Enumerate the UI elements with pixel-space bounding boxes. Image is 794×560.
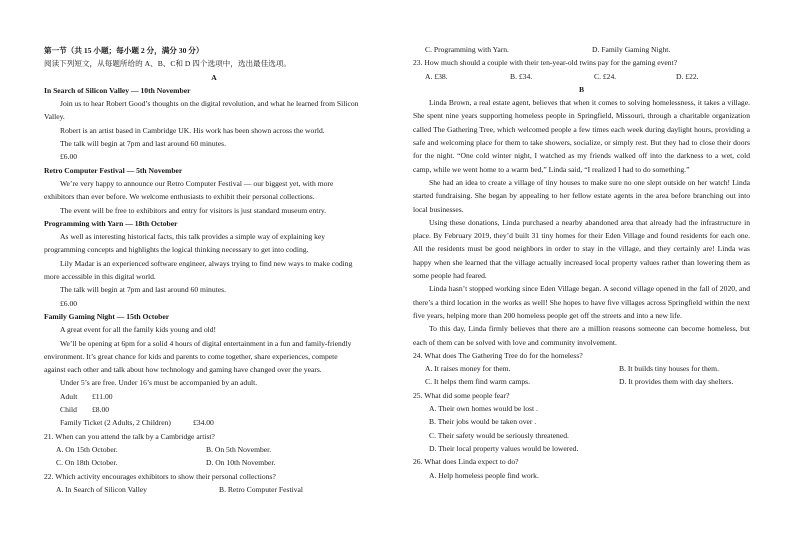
options-row — [413, 362, 750, 375]
event-price: £6.00 — [60, 152, 78, 162]
paragraph: Linda Brown, a real estate agent, believes that when it comes to solving homelessness, it takes a village. She spent nine years supporting homeless people in Springfield, Missouri, through a charitable organization called The Gathering Tree, which welcomed people a few times each week during daylight hours, providing a safe and welcoming place for them to take showers, socialize, or simply rest. But they had to close their doors for the night. “One cold winter night, I watched as my friends walked off into the darkness to a wet, cold camp, while we went home to a warm bed,” Linda said, “I realized I had to do something.” — [413, 98, 750, 174]
event-text: Valley. — [44, 112, 65, 122]
section-header: 第一节（共 15 小题；每小题 2 分，满分 30 分） — [44, 46, 204, 55]
event-text: The talk will begin at 7pm and last around 60 minutes. — [60, 285, 226, 295]
option-c[interactable]: C. £24. — [594, 71, 617, 81]
question-stem: 22. Which activity encourages exhibitors to show their personal collections? — [44, 471, 276, 481]
price-label: Adult — [60, 391, 78, 401]
price-amount: £8.00 — [92, 405, 110, 415]
question-stem: 23. How much should a couple with their ten-year-old twins pay for the gaming event? — [413, 58, 678, 68]
right-column — [413, 43, 750, 482]
event-text: Lily Madar is an experienced software engineer, always trying to find new ways to make coding — [60, 258, 353, 268]
event-title: In Search of Silicon Valley — 10th November — [44, 85, 191, 95]
paragraph: She had an idea to create a village of tiny houses to make sure no one slept outside on her watch! Linda started fundraising. She began by appealing to her fellow estate agents in the area before branching out into local businesses. — [413, 177, 750, 214]
event-text: environment. It’s great chance for kids and parents to come together, share experiences, compete — [44, 351, 338, 361]
options-row — [44, 456, 384, 469]
question-stem: 25. What did some people fear? — [413, 390, 510, 400]
event-text: We’ll be opening at 6pm for a solid 4 hours of digital entertainment in a fun and family-friendly — [60, 338, 352, 348]
event-text: The event will be free to exhibitors and entry for visitors is just standard museum entry. — [60, 205, 327, 215]
event-text: Join us to hear Robert Good’s thoughts on the digital revolution, and what he learned from Silicon — [60, 99, 359, 109]
option-c[interactable]: C. Programming with Yarn. — [425, 45, 509, 54]
paragraph: To this day, Linda firmly believes that there are a million reasons someone can become homeless, but each of them can be solved with love and community involvement. — [413, 324, 750, 347]
paragraph: Linda hasn’t stopped working since Eden Village began. A second village opened in the fall of 2020, and there’s a third location in the works as well! She hopes to have five villages across Springfield within the next five years, helping more than 200 homeless people get off the streets and into a new life. — [413, 284, 750, 320]
event-text: more accessible in this digital world. — [44, 272, 156, 282]
options-row — [44, 483, 384, 496]
event-text: As well as interesting historical facts, this talk provides a simple way of explaining key — [60, 232, 326, 242]
passage-b-letter: B — [578, 84, 585, 94]
instruction: 阅读下列短文，从每题所给的 A、B、C和 D 四个选项中，选出最佳选项。 — [44, 59, 292, 69]
event-text: programming concepts and highlights the logical thinking necessary to get into coding. — [44, 245, 309, 255]
price-amount: £11.00 — [92, 391, 113, 401]
options-row — [413, 375, 750, 388]
passage-a-letter: A — [211, 72, 217, 82]
left-column — [44, 44, 384, 496]
option-c[interactable]: C. On 18th October. — [56, 458, 118, 468]
event-title: Retro Computer Festival — 5th November — [44, 165, 183, 175]
option-b[interactable]: B. On 5th November. — [206, 444, 272, 454]
option-d[interactable]: D. £22. — [676, 71, 699, 81]
price-label: Child — [60, 405, 77, 415]
family-ticket-label: Family Ticket (2 Adults, 2 Children) — [60, 418, 171, 428]
option-b[interactable]: B. Their jobs would be taken over . — [429, 417, 537, 427]
question-stem: 24. What does The Gathering Tree do for the homeless? — [413, 350, 583, 360]
option-c[interactable]: C. Their safety would be seriously threatened. — [429, 430, 569, 440]
options-row — [44, 443, 384, 456]
family-ticket-row — [44, 416, 384, 429]
option-a[interactable]: A. Their own homes would be lost . — [429, 404, 538, 414]
option-c[interactable]: C. It helps them find warm camps. — [425, 377, 531, 387]
option-a[interactable]: A. It raises money for them. — [425, 364, 511, 374]
options-row — [413, 70, 750, 83]
family-ticket-amount: £34.00 — [192, 418, 214, 428]
option-d[interactable]: D. Family Gaming Night. — [592, 45, 671, 54]
event-title: Family Gaming Night — 15th October — [44, 311, 170, 321]
event-text: Under 5’s are free. Under 16’s must be accompanied by an adult. — [60, 378, 258, 388]
option-d[interactable]: D. It provides them with day shelters. — [619, 377, 734, 387]
option-a[interactable]: A. On 15th October. — [56, 444, 118, 454]
option-b[interactable]: B. It builds tiny houses for them. — [619, 364, 719, 374]
event-text: We’re very happy to announce our Retro Computer Festival — our biggest yet, with more — [60, 178, 334, 188]
question-stem: 26. What does Linda expect to do? — [413, 457, 519, 467]
option-b[interactable]: B. Retro Computer Festival — [219, 484, 303, 494]
paragraph: Using these donations, Linda purchased a nearby abandoned area that already had the infrastructure in place. By February 2019, they’d built 31 tiny homes for their Eden Village and found residents for each one. All the residents must be good neighbors in order to stay in the village, and they certainly are! Linda was happy when she learned that the village actually increased local property values rather than lowering them as some people had feared. — [413, 217, 750, 281]
event-text: A great event for all the family kids young and old! — [60, 325, 217, 335]
option-d[interactable]: D. On 10th November. — [206, 458, 276, 468]
option-a[interactable]: A. £38. — [425, 71, 448, 81]
event-text: exhibitors than ever before. We welcome enthusiasts to exhibit their personal collections. — [44, 192, 315, 202]
option-a[interactable]: A. Help homeless people find work. — [429, 470, 539, 480]
option-b[interactable]: B. £34. — [510, 71, 533, 81]
event-price: £6.00 — [60, 298, 78, 308]
event-text: against each other and talk about how technology and gaming have changed over the years. — [44, 365, 322, 375]
price-row — [44, 403, 384, 416]
options-row — [413, 43, 750, 56]
option-a[interactable]: A. In Search of Silicon Valley — [56, 484, 147, 494]
event-text: Robert is an artist based in Cambridge UK. His work has been shown across the world. — [60, 125, 325, 135]
price-row — [44, 390, 384, 403]
question-stem: 21. When can you attend the talk by a Cambridge artist? — [44, 431, 215, 441]
option-d[interactable]: D. Their local property values would be lowered. — [429, 443, 579, 453]
event-text: The talk will begin at 7pm and last around 60 minutes. — [60, 139, 226, 149]
event-title: Programming with Yarn — 18th October — [44, 218, 178, 228]
